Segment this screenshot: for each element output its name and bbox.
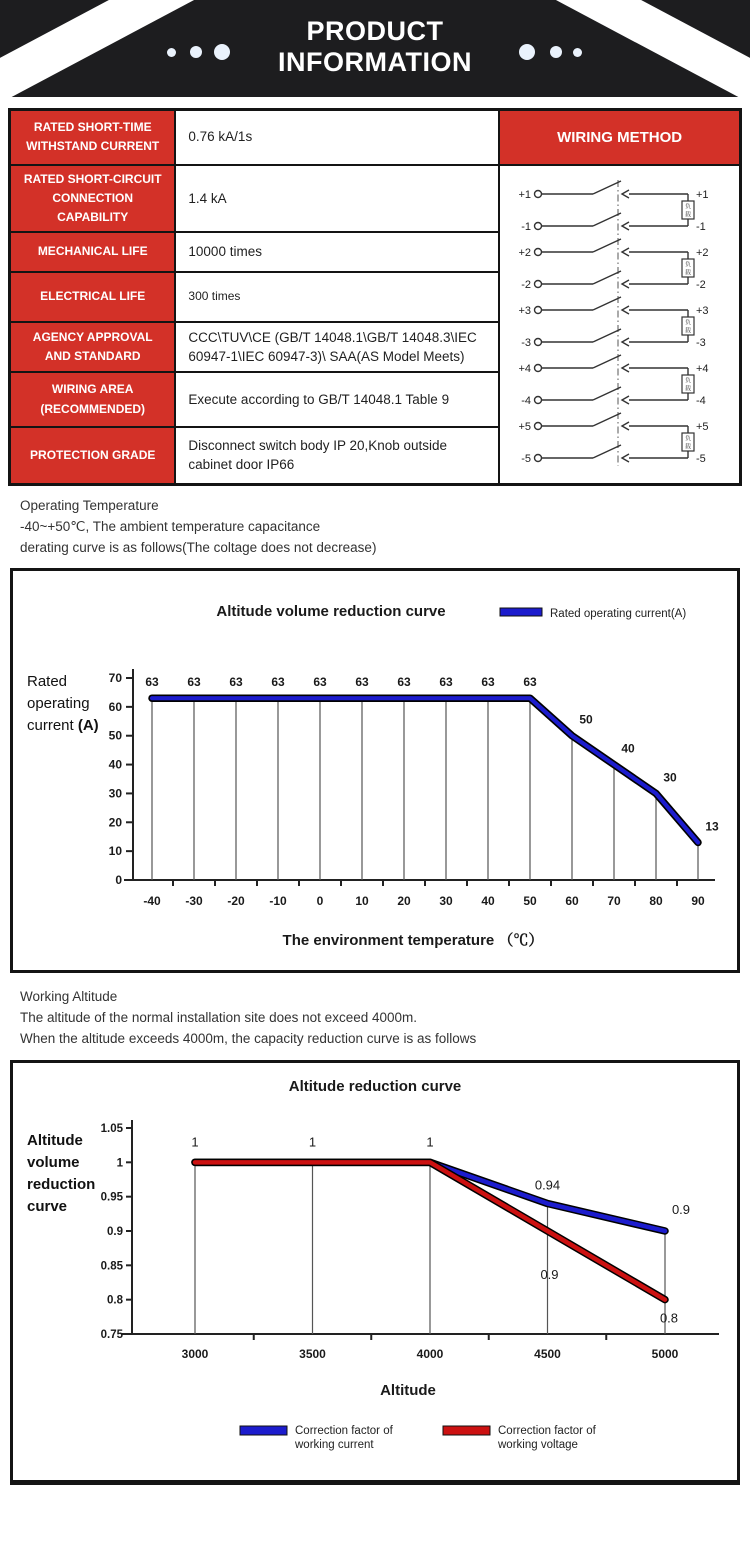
svg-text:+4: +4 xyxy=(696,362,709,375)
svg-text:Rated operating current(A): Rated operating current(A) xyxy=(550,607,687,620)
note-line: The altitude of the normal installation site does not exceed 4000m. xyxy=(20,1009,417,1025)
svg-text:10: 10 xyxy=(355,893,369,908)
svg-text:负: 负 xyxy=(685,378,692,385)
page-title xyxy=(0,16,750,78)
svg-text:63: 63 xyxy=(187,674,201,689)
svg-text:+2: +2 xyxy=(518,246,532,259)
svg-text:63: 63 xyxy=(271,674,285,689)
svg-text:-4: -4 xyxy=(521,394,532,407)
svg-text:0: 0 xyxy=(316,893,324,908)
note-line: Working Altitude xyxy=(20,988,118,1004)
svg-text:载: 载 xyxy=(685,270,692,277)
wiring-diagram-cell xyxy=(499,165,740,485)
svg-text:volume: volume xyxy=(27,1153,80,1171)
svg-text:5000: 5000 xyxy=(651,1346,679,1361)
svg-text:+5: +5 xyxy=(518,420,532,433)
svg-text:50: 50 xyxy=(523,893,537,908)
spec-label: MECHANICAL LIFE xyxy=(10,232,176,272)
spec-label: RATED SHORT-CIRCUIT CONNECTION CAPABILITY xyxy=(10,165,176,233)
svg-text:负: 负 xyxy=(685,320,692,327)
svg-text:1: 1 xyxy=(116,1156,123,1169)
svg-text:-1: -1 xyxy=(696,220,706,233)
svg-text:+5: +5 xyxy=(696,420,709,433)
svg-text:curve: curve xyxy=(27,1197,68,1215)
operating-temperature-note xyxy=(20,495,750,559)
svg-text:Altitude reduction curve: Altitude reduction curve xyxy=(288,1077,462,1095)
spec-value: CCC\TUV\CE (GB/T 14048.1\GB/T 14048.3\IEC 60947-1\IEC 60947-3)\ SAA(AS Model Meets) xyxy=(175,322,499,372)
svg-text:-2: -2 xyxy=(696,278,706,291)
svg-text:1: 1 xyxy=(426,1133,434,1149)
svg-text:The environment temperature （℃: The environment temperature （℃） xyxy=(282,931,544,949)
svg-text:Rated: Rated xyxy=(27,672,68,690)
spec-label: PROTECTION GRADE xyxy=(10,427,176,484)
altitude-reduction-chart xyxy=(13,1063,737,1475)
spec-value: 1.4 kA xyxy=(175,165,499,233)
svg-text:20: 20 xyxy=(108,814,122,829)
wiring-method-header: WIRING METHOD xyxy=(499,110,740,165)
spec-value: 0.76 kA/1s xyxy=(175,110,499,165)
svg-text:载: 载 xyxy=(685,328,692,335)
note-line: derating curve is as follows(The coltage does not decrease) xyxy=(20,540,377,556)
svg-text:0.9: 0.9 xyxy=(540,1266,559,1282)
spec-label: ELECTRICAL LIFE xyxy=(10,272,176,322)
svg-text:80: 80 xyxy=(649,893,663,908)
svg-text:+1: +1 xyxy=(518,188,532,201)
svg-text:40: 40 xyxy=(108,757,122,772)
svg-text:-3: -3 xyxy=(696,336,706,349)
svg-text:Altitude: Altitude xyxy=(380,1381,436,1399)
svg-text:载: 载 xyxy=(685,444,692,451)
svg-text:负: 负 xyxy=(685,204,692,211)
svg-text:0.8: 0.8 xyxy=(659,1310,679,1326)
table-row xyxy=(10,110,741,165)
svg-text:current (A): current (A) xyxy=(27,716,99,734)
svg-text:0.9: 0.9 xyxy=(671,1201,691,1217)
svg-text:负: 负 xyxy=(685,262,692,269)
page-title-line2: INFORMATION xyxy=(278,47,472,77)
spec-value: 300 times xyxy=(175,272,499,322)
svg-text:60: 60 xyxy=(108,699,122,714)
altitude-reduction-chart-panel xyxy=(10,1060,740,1485)
svg-text:1.05: 1.05 xyxy=(100,1122,123,1135)
page-title-line1: PRODUCT xyxy=(306,16,444,46)
spec-label: AGENCY APPROVAL AND STANDARD xyxy=(10,322,176,372)
svg-text:-30: -30 xyxy=(185,893,203,908)
svg-text:Altitude volume reduction curv: Altitude volume reduction curve xyxy=(216,602,446,620)
svg-text:0.94: 0.94 xyxy=(534,1177,561,1193)
svg-text:4500: 4500 xyxy=(534,1346,561,1361)
svg-text:40: 40 xyxy=(481,893,495,908)
svg-text:63: 63 xyxy=(523,674,537,689)
svg-text:-2: -2 xyxy=(521,278,532,291)
svg-text:70: 70 xyxy=(108,670,122,685)
svg-text:70: 70 xyxy=(607,893,621,908)
svg-text:+2: +2 xyxy=(696,246,709,259)
svg-text:63: 63 xyxy=(481,674,495,689)
svg-text:0.9: 0.9 xyxy=(107,1225,123,1238)
spec-label: RATED SHORT-TIME WITHSTAND CURRENT xyxy=(10,110,176,165)
svg-text:+1: +1 xyxy=(696,188,709,201)
svg-text:63: 63 xyxy=(355,674,369,689)
svg-text:-1: -1 xyxy=(521,220,532,233)
svg-text:10: 10 xyxy=(108,843,122,858)
svg-text:-20: -20 xyxy=(227,893,245,908)
svg-text:working voltage: working voltage xyxy=(498,1438,578,1451)
svg-text:+4: +4 xyxy=(518,362,532,375)
svg-text:3000: 3000 xyxy=(181,1346,209,1361)
svg-text:-3: -3 xyxy=(521,336,532,349)
note-line: Operating Temperature xyxy=(20,497,159,513)
svg-text:载: 载 xyxy=(685,212,692,219)
svg-text:13: 13 xyxy=(705,819,719,834)
svg-text:operating: operating xyxy=(27,694,90,712)
svg-text:4000: 4000 xyxy=(416,1346,444,1361)
svg-text:40: 40 xyxy=(621,741,635,756)
svg-text:30: 30 xyxy=(439,893,453,908)
svg-text:1: 1 xyxy=(308,1133,317,1149)
svg-text:63: 63 xyxy=(229,674,243,689)
svg-text:90: 90 xyxy=(691,893,705,908)
svg-text:60: 60 xyxy=(565,893,579,908)
note-line: -40~+50℃, The ambient temperature capacitance xyxy=(20,518,321,534)
temperature-derating-chart-panel xyxy=(10,568,740,973)
spec-table xyxy=(8,108,742,486)
svg-text:63: 63 xyxy=(313,674,327,689)
svg-text:-5: -5 xyxy=(696,452,706,465)
svg-text:20: 20 xyxy=(397,893,411,908)
svg-text:30: 30 xyxy=(663,769,677,784)
svg-text:Correction factor of: Correction factor of xyxy=(498,1424,596,1437)
spec-value: Disconnect switch body IP 20,Knob outside cabinet door IP66 xyxy=(175,427,499,484)
wiring-diagram xyxy=(500,172,740,472)
svg-text:50: 50 xyxy=(579,712,593,727)
svg-text:63: 63 xyxy=(439,674,453,689)
banner xyxy=(0,0,750,97)
svg-text:0.8: 0.8 xyxy=(107,1294,123,1307)
svg-text:0.75: 0.75 xyxy=(100,1328,123,1341)
working-altitude-note xyxy=(20,986,750,1050)
svg-text:50: 50 xyxy=(108,728,122,743)
note-line: When the altitude exceeds 4000m, the capacity reduction curve is as follows xyxy=(20,1031,477,1047)
svg-text:+3: +3 xyxy=(518,304,532,317)
spec-value: 10000 times xyxy=(175,232,499,272)
svg-text:0.95: 0.95 xyxy=(100,1191,123,1204)
svg-text:30: 30 xyxy=(108,785,122,800)
svg-text:0.85: 0.85 xyxy=(100,1259,123,1272)
svg-text:working current: working current xyxy=(295,1438,374,1451)
spec-value: Execute according to GB/T 14048.1 Table 9 xyxy=(175,372,499,427)
svg-text:-10: -10 xyxy=(269,893,287,908)
svg-text:reduction: reduction xyxy=(27,1175,96,1193)
svg-text:-4: -4 xyxy=(696,394,706,407)
temperature-derating-chart xyxy=(13,571,737,965)
svg-text:载: 载 xyxy=(685,386,692,393)
svg-text:-5: -5 xyxy=(521,452,532,465)
spec-label: WIRING AREA (RECOMMENDED) xyxy=(10,372,176,427)
svg-text:-40: -40 xyxy=(143,893,161,908)
svg-text:+3: +3 xyxy=(696,304,709,317)
svg-text:负: 负 xyxy=(685,436,692,443)
table-row xyxy=(10,165,741,233)
svg-text:3500: 3500 xyxy=(299,1346,326,1361)
svg-text:63: 63 xyxy=(397,674,411,689)
svg-text:1: 1 xyxy=(191,1133,199,1149)
svg-text:0: 0 xyxy=(115,872,122,887)
svg-text:Correction factor of: Correction factor of xyxy=(295,1424,393,1437)
svg-text:Altitude: Altitude xyxy=(27,1131,83,1149)
svg-text:63: 63 xyxy=(145,674,159,689)
